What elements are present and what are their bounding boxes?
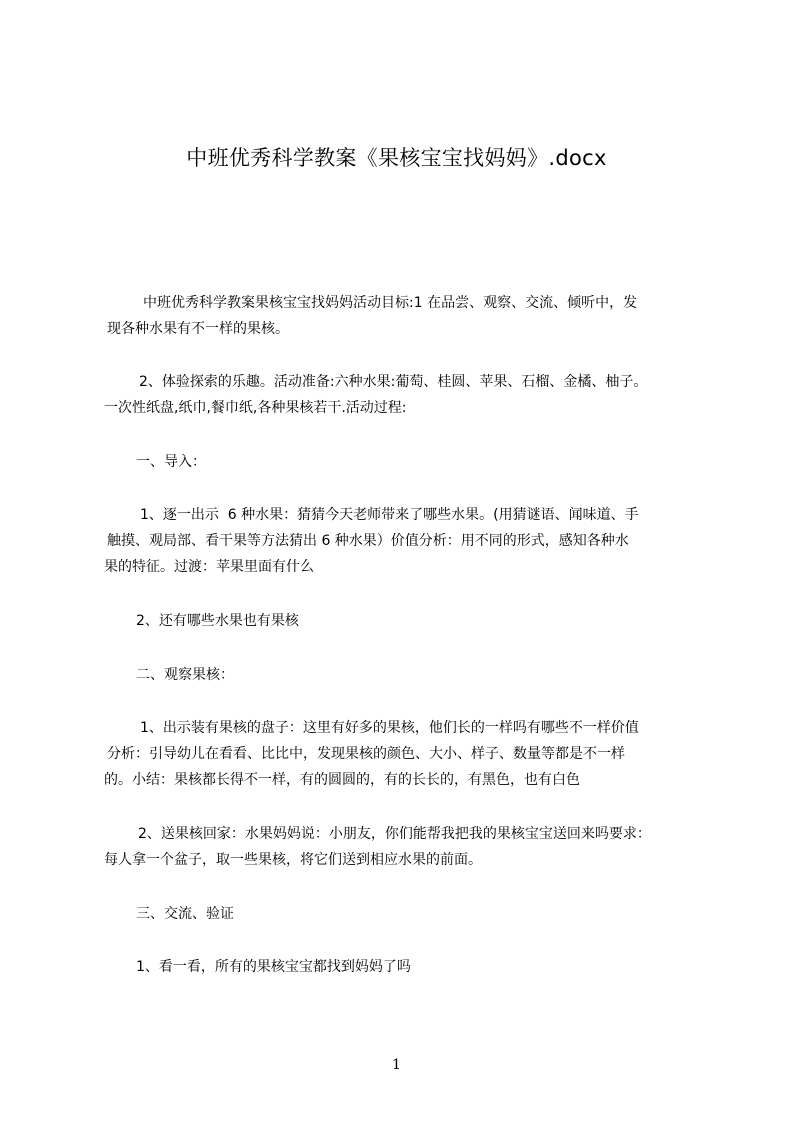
paragraph-line: 现各种水果有不一样的果核。 xyxy=(107,321,289,337)
paragraph-line: 一次性纸盘,纸巾,餐巾纸,各种果核若干.活动过程: xyxy=(104,400,407,416)
paragraph-line: 每人拿一个盆子，取一些果核，将它们送到相应水果的前面。 xyxy=(104,852,482,868)
paragraph-line: 1、逐一出示 6 种水果：猜猜今天老师带来了哪些水果。(用猜谜语、闻味道、手 xyxy=(140,507,639,523)
paragraph-line: 的。小结：果核都长得不一样，有的圆圆的，有的长长的，有黑色，也有白色 xyxy=(104,772,580,788)
paragraph-line: 1、出示装有果核的盘子：这里有好多的果核，他们长的一样吗有哪些不一样价值 xyxy=(140,720,639,736)
page-number: 1 xyxy=(392,1057,401,1073)
paragraph-line: 1、看一看，所有的果核宝宝都找到妈妈了吗 xyxy=(136,959,411,975)
paragraph-line: 触摸、观局部、看干果等方法猜出 6 种水果）价值分析：用不同的形式，感知各种水 xyxy=(107,533,629,549)
paragraph-line: 中班优秀科学教案果核宝宝找妈妈活动目标:1 在品尝、观察、交流、倾听中，发 xyxy=(143,295,638,311)
paragraph-line: 果的特征。过渡：苹果里面有什么 xyxy=(104,559,314,575)
paragraph-line: 三、交流、验证 xyxy=(136,906,234,922)
paragraph-line: 一、导入： xyxy=(136,454,206,470)
paragraph-line: 2、还有哪些水果也有果核 xyxy=(136,613,299,629)
paragraph-line: 2、体验探索的乐趣。活动准备:六种水果:葡萄、桂圆、苹果、石榴、金橘、柚子。 xyxy=(139,374,648,390)
paragraph-line: 分析：引导幼儿在看看、比比中，发现果核的颜色、大小、样子、数量等都是不一样 xyxy=(107,746,625,762)
paragraph-line: 2、送果核回家：水果妈妈说：小朋友，你们能帮我把我的果核宝宝送回来吗要求： xyxy=(138,826,651,842)
document-title: 中班优秀科学教案《果核宝宝找妈妈》.docx xyxy=(186,146,607,170)
paragraph-line: 二、观察果核： xyxy=(136,667,234,683)
